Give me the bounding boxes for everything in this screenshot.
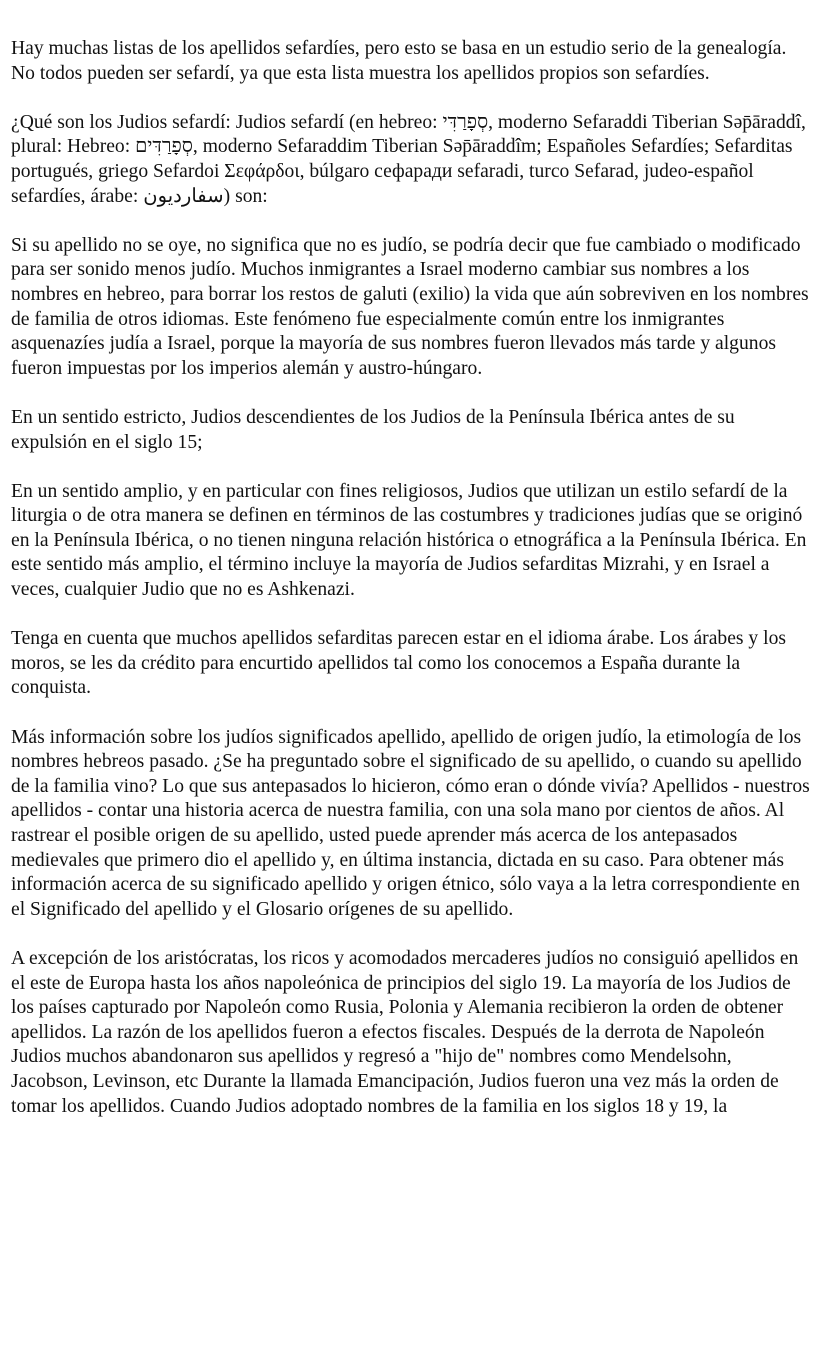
document-body xyxy=(11,37,813,1119)
paragraph-more-information: Más información sobre los judíos significados apellido, apellido de origen judío, la etimología de los nombres hebreos pasado. ¿Se ha preguntado sobre el significado de su apellido, o cuando su apellido de la familia vino? Lo que sus antepasados lo hicieron, cómo eran o dónde vivía? Apellidos - nuestros apellidos - contar una historia acerca de nuestra familia, con una sola mano por cientos de años. Al rastrear el posible origen de su apellido, usted puede aprender más acerca de los antepasados medievales que primero dio el apellido y, en última instancia, dictada en su caso. Para obtener más información acerca de su significado apellido y origen étnico, sólo vaya a la letra correspondiente en el Significado del apellido y el Glosario orígenes de su apellido. xyxy=(11,726,810,920)
paragraph-history: A excepción de los aristócratas, los ricos y acomodados mercaderes judíos no consiguió apellidos en el este de Europa hasta los años napoleónica de principios del siglo 19. La mayoría de los Judios de los países capturado por Napoleón como Rusia, Polonia y Alemania recibieron la orden de obtener apellidos. La razón de los apellidos fueron a efectos fiscales. Después de la derrota de Napoleón Judios muchos abandonaron sus apellidos y regresó a "hijo de" nombres como Mendelsohn, Jacobson, Levinson, etc Durante la llamada Emancipación, Judios fueron una vez más la orden de tomar los apellidos. Cuando Judios adoptado nombres de la familia en los siglos 18 y 19, la xyxy=(11,947,799,1117)
paragraph-surname-changes: Si su apellido no se oye, no significa que no es judío, se podría decir que fue cambiado o modificado para ser sonido menos judío. Muchos inmigrantes a Israel moderno cambiar sus nombres a los nombres en hebreo, para borrar los restos de galuti (exilio) la vida que aún sobreviven en los nombres de familia de otros idiomas. Este fenómeno fue especialmente común entre los inmigrantes asquenazíes judía a Israel, porque la mayoría de sus nombres fueron llevados más tarde y algunos fueron impuestas por los imperios alemán y austro-húngaro. xyxy=(11,234,809,379)
paragraph-intro: Hay muchas listas de los apellidos sefardíes, pero esto se basa en un estudio serio de la genealogía. No todos pueden ser sefardí, ya que esta lista muestra los apellidos propios son sefardíes. xyxy=(11,38,787,84)
paragraph-arabic-surnames: Tenga en cuenta que muchos apellidos sefarditas parecen estar en el idioma árabe. Los árabes y los moros, se les da crédito para encurtido apellidos tal como los conocemos a España durante la conquista. xyxy=(11,628,786,699)
paragraph-definition: ¿Qué son los Judios sefardí: Judios sefardí (en hebreo: סְפָרַדִּי, moderno Sefaraddi Tiberian Səp̄āraddî, plural: Hebreo: סְפָרַדִּים, moderno Sefaraddim Tiberian Səp̄āraddîm; Españoles Sefardíes; Sefarditas portugués, griego Sefardoi Σεφάρδοι, búlgaro сефаради sefaradi, turco Sefarad, judeo-español sefardíes, árabe: سفارديون) son: xyxy=(11,111,806,207)
paragraph-strict-sense: En un sentido estricto, Judios descendientes de los Judios de la Península Ibérica antes de su expulsión en el siglo 15; xyxy=(11,406,735,453)
paragraph-broad-sense: En un sentido amplio, y en particular con fines religiosos, Judios que utilizan un estilo sefardí de la liturgia o de otra manera se definen en términos de las costumbres y tradiciones judías que se originó en la Península Ibérica, o no tienen ninguna relación histórica o etnográfica a la Península Ibérica. En este sentido más amplio, el término incluye la mayoría de Judios sefarditas Mizrahi, y en Israel a veces, cualquier Judio que no es Ashkenazi. xyxy=(11,480,807,601)
